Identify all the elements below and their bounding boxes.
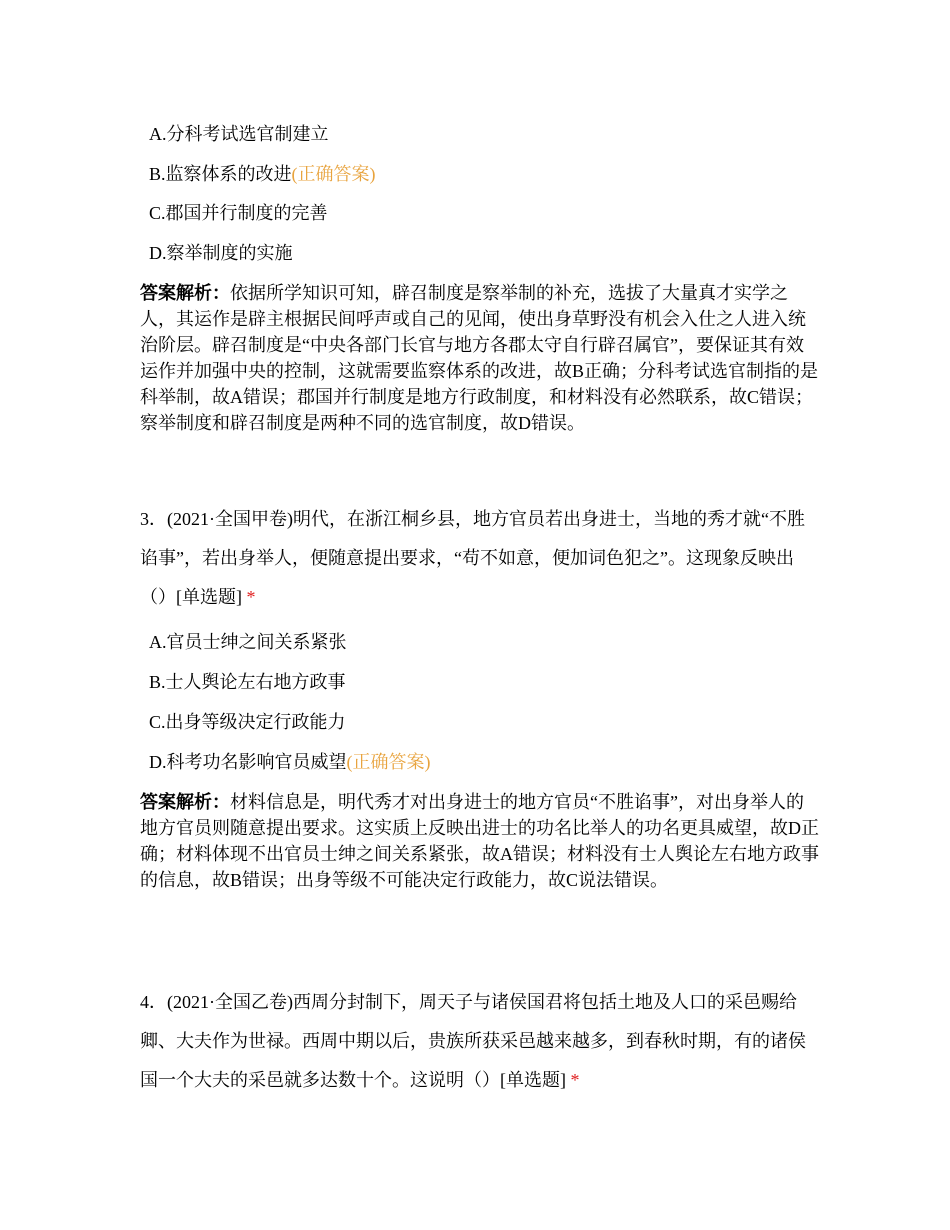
option-text: D.察举制度的实施: [149, 243, 293, 263]
required-mark: *: [570, 1070, 580, 1090]
q2-option-c: [149, 201, 328, 225]
question-text: 3．(2021·全国甲卷)明代，在浙江桐乡县，地方官员若出身进士，当地的秀才就“不胜谄事”，若出身举人，便随意提出要求，“苟不如意，便加词色犯之”。这现象反映出（）[单选题]: [140, 509, 805, 607]
correct-answer-mark: (正确答案): [291, 164, 376, 184]
analysis-label: 答案解析：: [140, 283, 230, 303]
correct-answer-mark: (正确答案): [346, 752, 431, 772]
q3-question-stem: [140, 500, 820, 617]
q3-option-c: [149, 710, 346, 734]
option-text: B.监察体系的改进: [149, 164, 292, 184]
q2-option-d: [149, 241, 293, 265]
q2-answer-analysis: [140, 280, 820, 436]
analysis-label: 答案解析：: [140, 792, 230, 812]
option-text: C.出身等级决定行政能力: [149, 712, 346, 732]
q2-option-b: [149, 162, 376, 186]
analysis-text: 依据所学知识可知，辟召制度是察举制的补充，选拔了大量真才实学之人，其运作是辟主根据民间呼声或自己的见闻，使出身草野没有机会入仕之人进入统治阶层。辟召制度是“中央各部门长官与地方各郡太守自行辟召属官”，要保证其有效运作并加强中央的控制，这就需要监察体系的改进，故B正确；分科考试选官制指的是科举制，故A错误；郡国并行制度是地方行政制度，和材料没有必然联系，故C错误；察举制度和辟召制度是两种不同的选官制度，故D错误。: [140, 283, 819, 433]
q3-option-d: [149, 750, 431, 774]
q3-option-b: [149, 670, 346, 694]
q4-question-stem: [140, 983, 820, 1100]
option-text: A.分科考试选官制建立: [149, 124, 329, 144]
option-text: A.官员士绅之间关系紧张: [149, 632, 347, 652]
option-text: D.科考功名影响官员威望: [149, 752, 347, 772]
option-text: C.郡国并行制度的完善: [149, 203, 328, 223]
question-text: 4．(2021·全国乙卷)西周分封制下，周天子与诸侯国君将包括土地及人口的采邑赐给卿、大夫作为世禄。西周中期以后，贵族所获采邑越来越多，到春秋时期，有的诸侯国一个大夫的采邑就多达数十个。这说明（）[单选题]: [140, 992, 806, 1090]
q3-option-a: [149, 630, 347, 654]
q2-option-a: [149, 122, 329, 146]
option-text: B.士人舆论左右地方政事: [149, 672, 346, 692]
required-mark: *: [246, 587, 256, 607]
q3-answer-analysis: [140, 789, 820, 893]
analysis-text: 材料信息是，明代秀才对出身进士的地方官员“不胜谄事”，对出身举人的地方官员则随意提出要求。这实质上反映出进士的功名比举人的功名更具威望，故D正确；材料体现不出官员士绅之间关系紧张，故A错误；材料没有士人舆论左右地方政事的信息，故B错误；出身等级不可能决定行政能力，故C说法错误。: [140, 792, 819, 890]
